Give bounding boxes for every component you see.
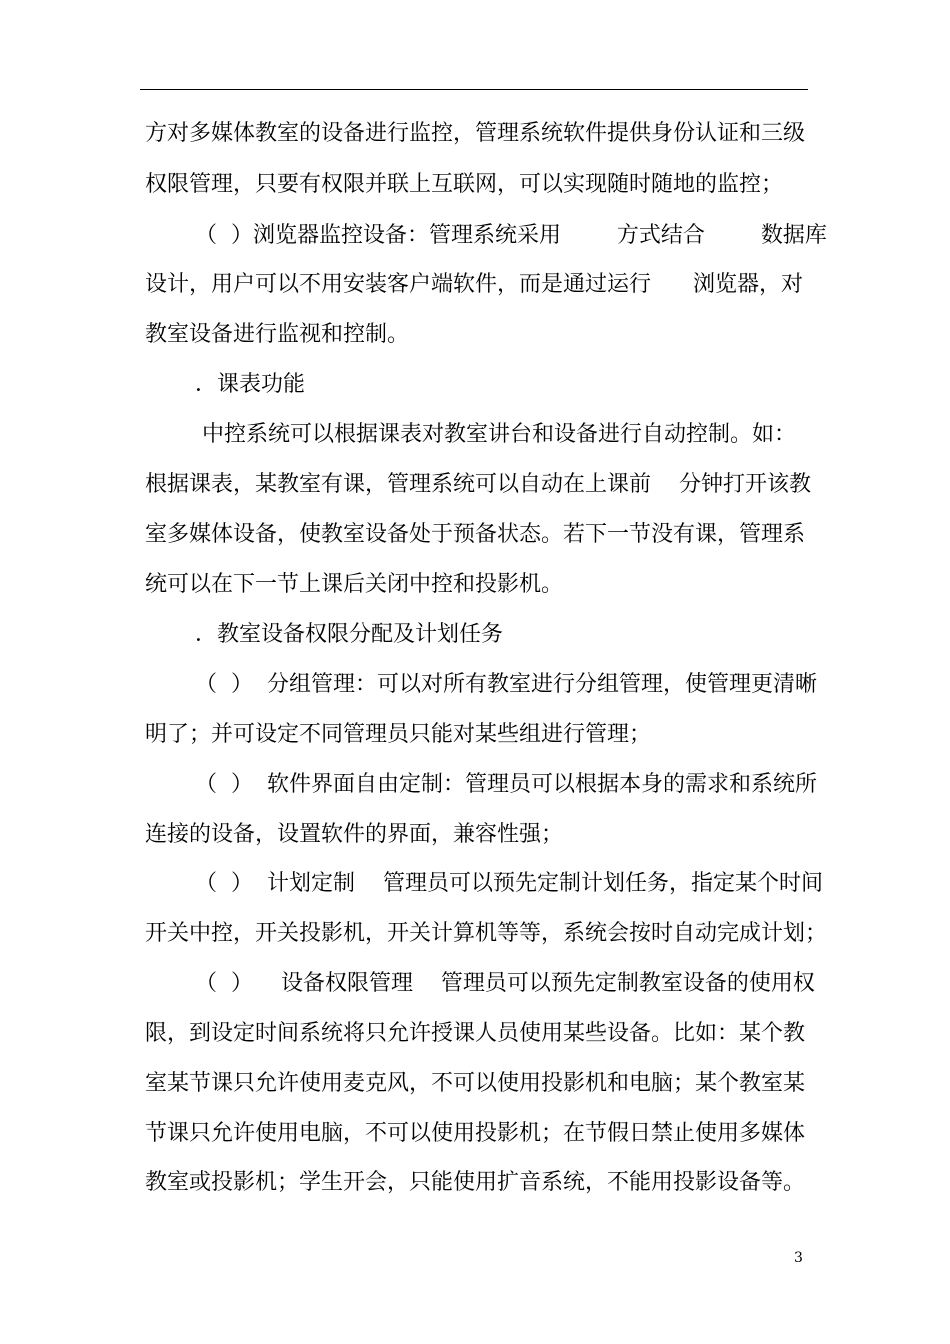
text-line: 限，到设定时间系统将只允许授课人员使用某些设备。比如：某个教: [145, 1021, 806, 1046]
text-line: 中控系统可以根据课表对教室讲台和设备进行自动控制。如：: [202, 422, 797, 447]
section-heading: ．课表功能: [195, 372, 306, 397]
text-line: （ ） 分组管理：可以对所有教室进行分组管理，使管理更清晰: [195, 672, 817, 697]
text-line: 统可以在下一节上课后关闭中控和投影机。: [145, 572, 564, 597]
text-line: 根据课表，某教室有课，管理系统可以自动在上课前 分钟打开该教: [145, 472, 811, 497]
text-line: 连接的设备，设置软件的界面，兼容性强；: [145, 822, 564, 847]
text-line: 室某节课只允许使用麦克风，不可以使用投影机和电脑；某个教室某: [145, 1071, 806, 1096]
text-line: 权限管理，只要有权限并联上互联网，可以实现随时随地的监控；: [145, 172, 784, 197]
text-line: 设计，用户可以不用安装客户端软件，而是通过运行 浏览器，对: [145, 272, 803, 297]
text-line: 明了；并可设定不同管理员只能对某些组进行管理；: [145, 722, 652, 747]
text-line: （ ） 设备权限管理 管理员可以预先定制教室设备的使用权: [195, 971, 815, 996]
text-line: （ ）浏览器监控设备：管理系统采用 方式结合 数据库: [195, 223, 827, 248]
text-line: 教室设备进行监视和控制。: [145, 322, 410, 347]
text-line: 开关中控，开关投影机，开关计算机等等，系统会按时自动完成计划；: [145, 921, 828, 946]
text-line: （ ） 软件界面自由定制：管理员可以根据本身的需求和系统所: [195, 772, 817, 797]
text-line: 节课只允许使用电脑，不可以使用投影机；在节假日禁止使用多媒体: [145, 1121, 806, 1146]
page-number: 3: [794, 1250, 803, 1266]
header-rule: [140, 89, 808, 90]
text-line: 室多媒体设备，使教室设备处于预备状态。若下一节没有课，管理系: [145, 522, 806, 547]
text-line: （ ） 计划定制 管理员可以预先定制计划任务，指定某个时间: [195, 871, 823, 896]
text-line: 教室或投影机；学生开会，只能使用扩音系统，不能用投影设备等。: [145, 1170, 806, 1195]
text-line: 方对多媒体教室的设备进行监控，管理系统软件提供身份认证和三级: [145, 121, 806, 146]
section-heading: ．教室设备权限分配及计划任务: [195, 622, 504, 647]
